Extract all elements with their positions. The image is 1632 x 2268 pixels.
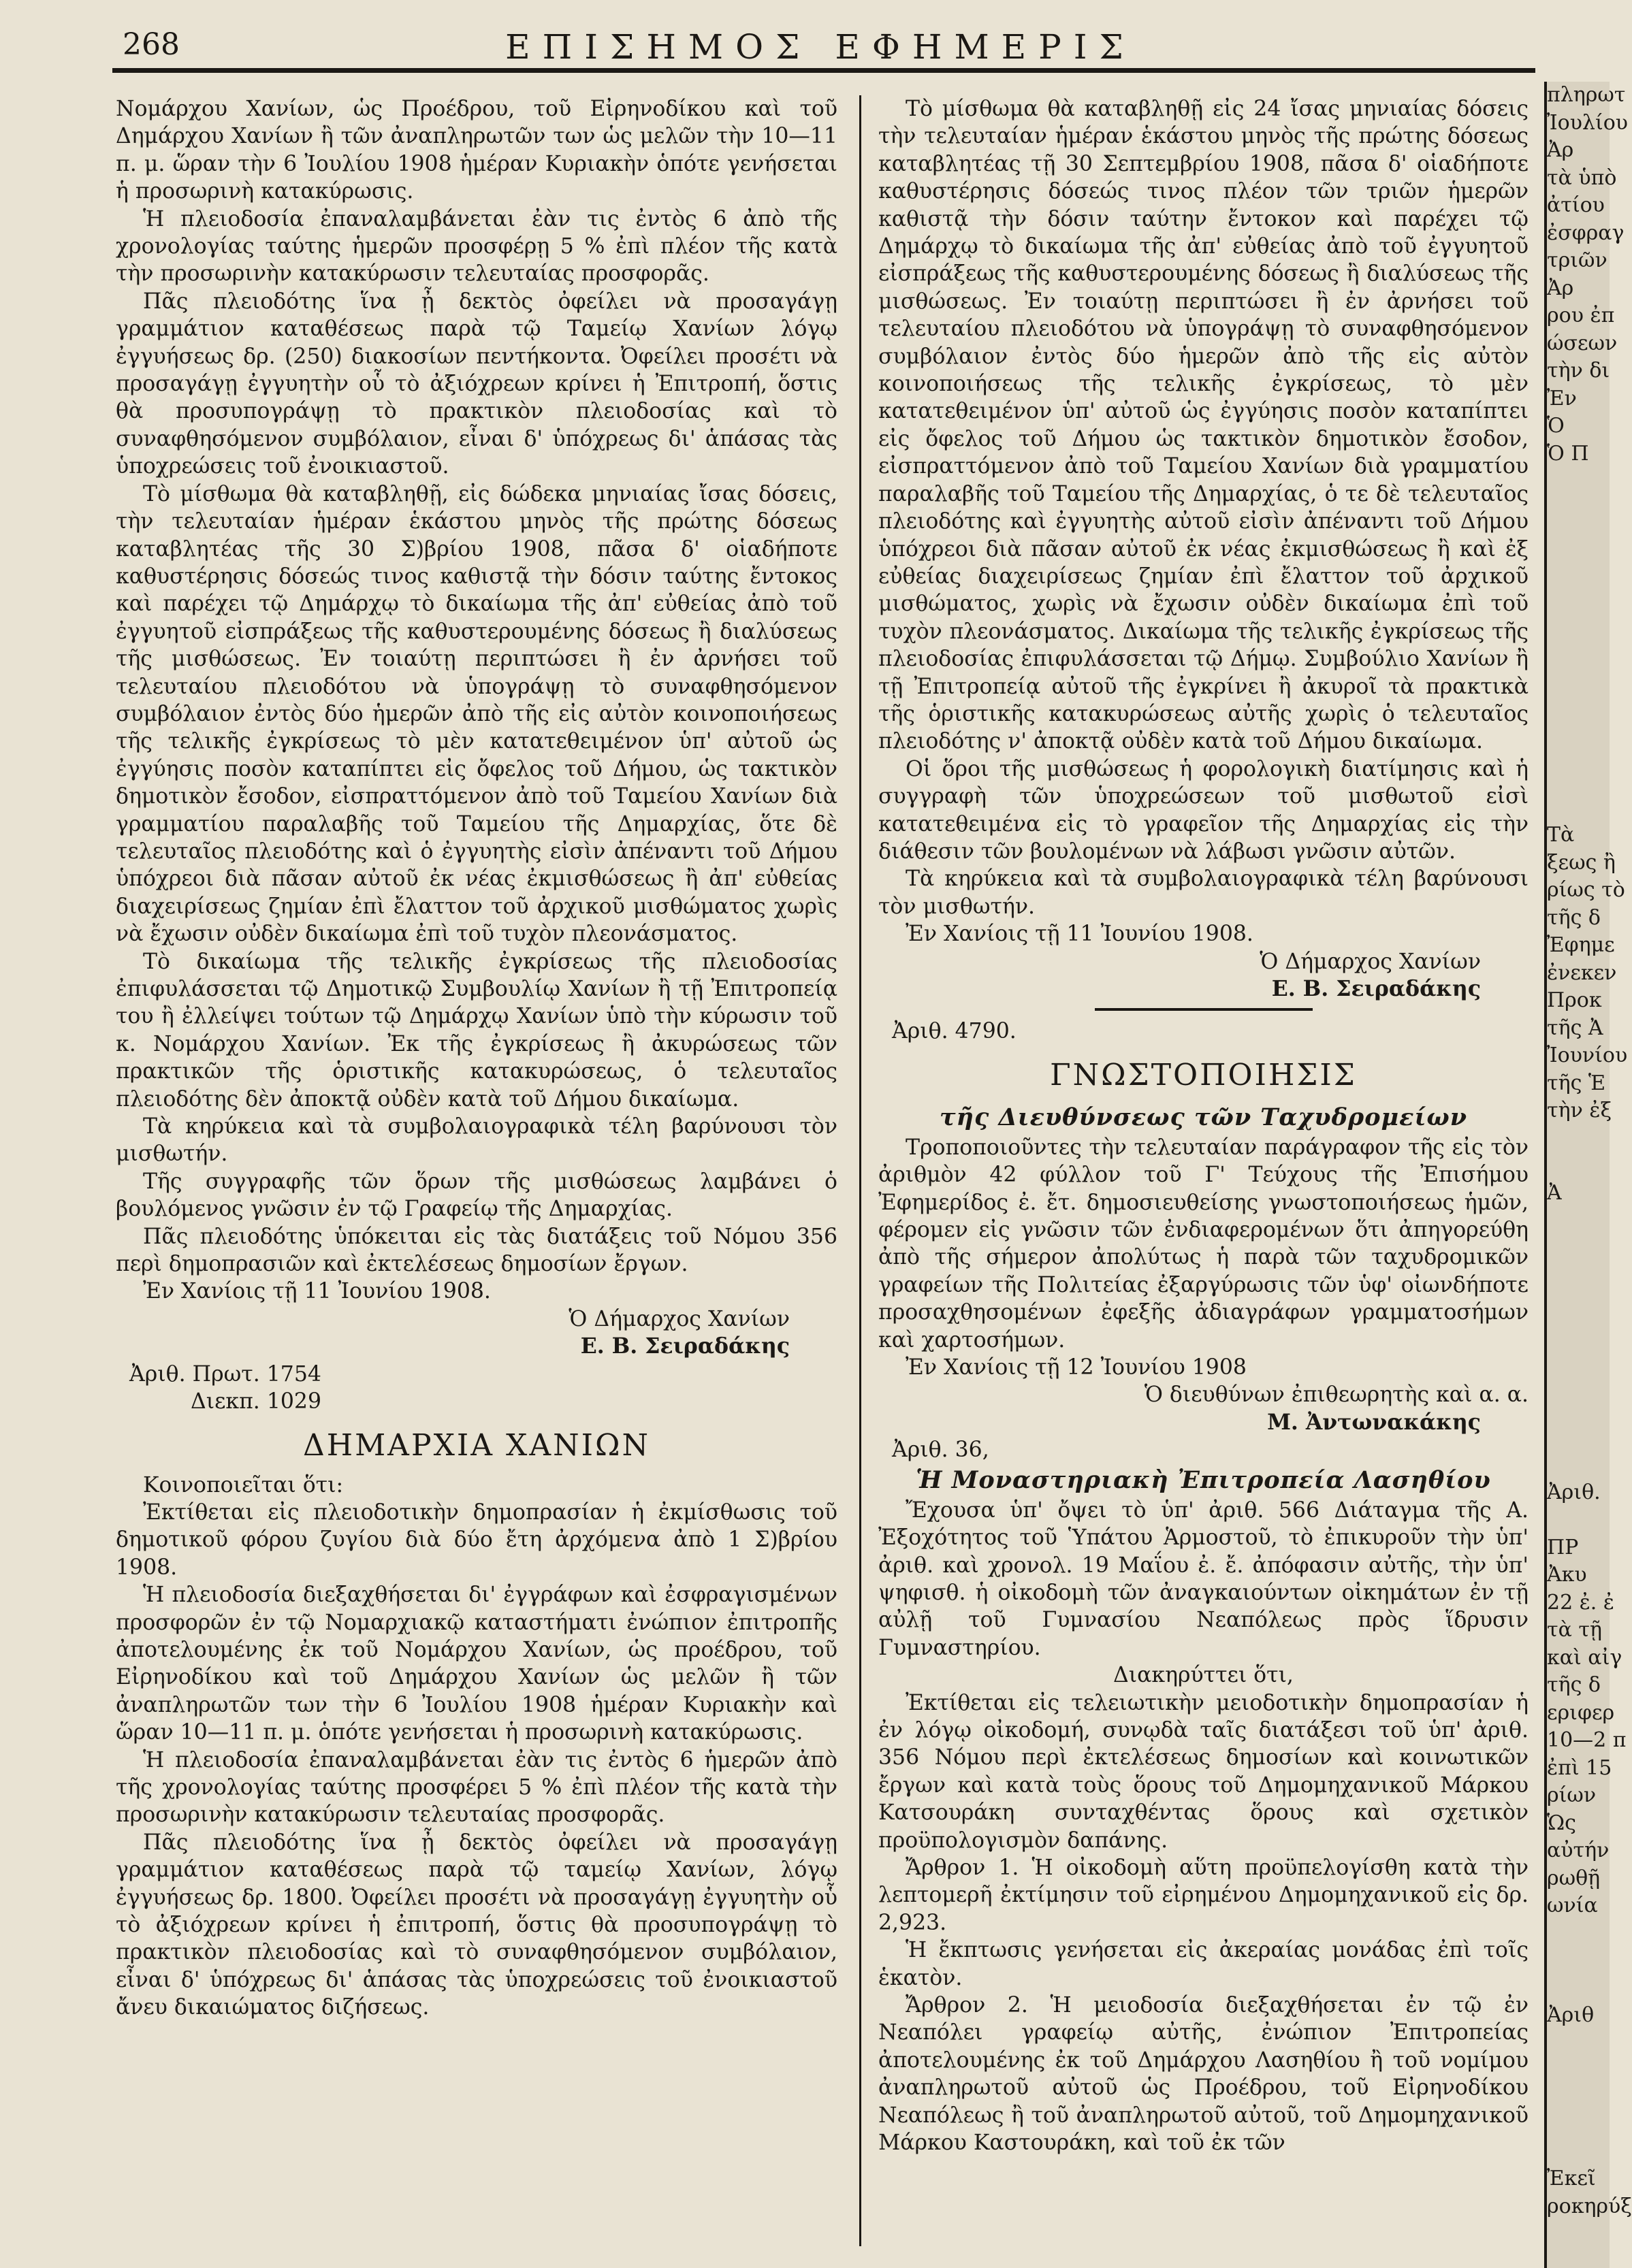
- fragment-line: [1547, 2029, 1610, 2056]
- fragment-line: Τὰ: [1547, 823, 1575, 847]
- section-heading: ΓΝΩΣΤΟΠΟΙΗΣΙΣ: [1050, 1057, 1357, 1092]
- fragment-line: Ὁ Π: [1547, 441, 1589, 466]
- paragraph: Ἡ πλειοδοσία ἐπαναλαμβάνεται ἐὰν τις ἐντὸς 6 ἀπὸ τῆς χρονολογίας ταύτης ἡμερῶν προσφέρῃ 5 % ἐπὶ πλέον τῆς κατὰ τὴν προσωρινὴν κατακύρωσιν τελευταίας προσφορᾶς.: [116, 206, 837, 287]
- fragment-line: 10—2 π: [1547, 1728, 1627, 1752]
- signatory-name: Ε. Β. Σειραδάκης: [580, 1333, 790, 1359]
- column-left: [116, 95, 837, 2022]
- column-divider: [859, 95, 861, 2246]
- date-line: Ἐν Χανίοις τῇ 11 Ἰουνίου 1908.: [906, 922, 1253, 947]
- column-middle: [878, 95, 1529, 2260]
- fragment-line: [1547, 713, 1610, 740]
- fragment-line: [1547, 767, 1610, 794]
- fragment-line: Προκ: [1547, 988, 1602, 1012]
- fragment-line: πληρωτ: [1547, 83, 1626, 107]
- fragment-line: ρωθῇ: [1547, 1866, 1601, 1890]
- fragment-line: τὴν ἐξ: [1547, 1099, 1612, 1122]
- fragment-line: Ἰουλίου: [1547, 110, 1629, 135]
- fragment-line: [1547, 1507, 1610, 1534]
- section-rule: [1095, 1008, 1313, 1011]
- date-line: Ἐν Χανίοις τῇ 11 Ἰουνίου 1908.: [143, 1279, 491, 1304]
- fragment-line: [1547, 740, 1610, 767]
- fragment-line: [1547, 468, 1610, 495]
- signatory-name: Ε. Β. Σειραδάκης: [1271, 976, 1481, 1001]
- fragment-line: Ἀρ: [1547, 276, 1574, 300]
- paragraph: Πᾶς πλειοδότης ἵνα ᾖ δεκτὸς ὀφείλει νὰ προσαγάγῃ γραμμάτιον καταθέσεως παρὰ τῷ ταμείῳ Χανίων, λόγῳ ἐγγυήσεως δρ. 1800. Ὀφείλει προσέτι νὰ προσαγάγῃ ἐγγυητὴν οὗ τὸ ἀξιόχρεων κρίνει ἡ ἐπιτροπή, ὅστις θὰ προσυπογράψῃ τὸ πρακτικὸν πλειοδοσίας καὶ τὸ συναφθησόμενον συμβόλαιον, εἶναι δ' ὑπόχρεως δι' ἁπάσας τὰς ὑποχρεώσεις τοῦ ἐνοικιαστοῦ ἄνευ δικαιώματος διζήσεως.: [116, 1830, 837, 2020]
- paragraph: Ἄρθρον 1. Ἡ οἰκοδομὴ αὕτη προϋπελογίσθη κατὰ τὴν λεπτομερῆ ἐκτίμησιν τοῦ εἰρημένου Δημομηχανικοῦ εἰς δρ. 2,923.: [878, 1855, 1529, 1935]
- fragment-line: Ἐν: [1547, 386, 1577, 410]
- fragment-line: Ὁ: [1547, 414, 1565, 438]
- signatory-title: Ὁ διευθύνων ἐπιθεωρητὴς καὶ α. α.: [1144, 1382, 1529, 1408]
- paragraph: Ἔχουσα ὑπ' ὄψει τὸ ὑπ' ἀριθ. 566 Διάταγμα τῆς Α. Ἐξοχότητος τοῦ Ὑπάτου Ἁρμοστοῦ, τὸ ἐπικυροῦν τὴν ὑπ' ἀριθ. καὶ χρονολ. 19 Μαΐου ἐ. ἔ. ἀπόφασιν αὐτῆς, τὴν ὑπ' ψηφισθ. ἡ οἰκοδομὴ τῶν ἀναγκαιούντων οἰκημάτων ἐν τῇ αὐλῇ τοῦ Γυμνασίου Νεαπόλεως πρὸς ἵδρυσιν Γυμναστηρίου.: [878, 1497, 1529, 1660]
- fragment-line: [1547, 1152, 1610, 1180]
- fragment-line: Ἐκεῖ: [1547, 2167, 1596, 2190]
- fragment-line: τῆς δ: [1547, 905, 1601, 930]
- paragraph: Πᾶς πλειοδότης ἵνα ᾖ δεκτὸς ὀφείλει νὰ προσαγάγῃ γραμμάτιον καταθέσεως παρὰ τῷ Ταμείῳ Χανίων λόγῳ ἐγγυήσεως δρ. (250) διακοσίων πεντήκοντα. Ὀφείλει προσέτι νὰ προσαγάγῃ ἐγγυητὴν οὗ τὸ ἀξιόχρεων κρίνει ἡ Ἐπιτροπή, ὅστις θὰ προσυπογράψῃ τὸ πρακτικὸν πλειοδοσίας καὶ τὸ συναφθησόμενον συμβόλαιον, εἶναι δ' ὑπόχρεως δι' ἁπάσας τὰς ὑποχρεώσεις τοῦ ἐνοικιαστοῦ.: [116, 289, 837, 479]
- fragment-line: [1547, 604, 1610, 631]
- fragment-line: [1547, 1397, 1610, 1425]
- reference-number: Ἀριθ. 36,: [892, 1438, 989, 1463]
- fragment-line: ρίως τὸ: [1547, 878, 1625, 902]
- fragment-line: [1547, 2111, 1610, 2138]
- fragment-line: [1547, 1920, 1610, 1947]
- fragment-line: Ἰουνίου: [1547, 1043, 1628, 1067]
- fragment-line: ἀτίου: [1547, 193, 1605, 217]
- section-heading: ΔΗΜΑΡΧΙΑ ΧΑΝΙΩΝ: [302, 1427, 650, 1463]
- page-number: 268: [123, 27, 180, 62]
- paragraph: Ἡ πλειοδοσία ἐπαναλαμβάνεται ἐὰν τις ἐντὸς 6 ἡμερῶν ἀπὸ τῆς χρονολογίας ταύτης προσφέρει 5 % ἐπὶ πλέον τῆς κατὰ τὴν προσωρινὴν κατακύρωσιν τελευταίας προσφορᾶς.: [116, 1747, 837, 1828]
- fragment-line: Ἀρ: [1547, 138, 1574, 162]
- paragraph: Ἐκτίθεται εἰς τελειωτικὴν μειοδοτικὴν δημοπρασίαν ἡ ἐν λόγῳ οἰκοδομή, συνῳδὰ ταῖς διατάξεσι τοῦ ὑπ' ἀριθ. 356 Νόμου περὶ ἐκτελέσεως δημοσίων καὶ κοινωτικῶν ἔργων καὶ κατὰ τοὺς ὅρους τοῦ Δημομηχανικοῦ Μάρκου Κατσουράκη συνταχθέντας ὅρους καὶ σχετικὸν προϋπολογισμὸν δαπάνης.: [878, 1690, 1529, 1853]
- fragment-line: [1547, 495, 1610, 522]
- fragment-line: ΠΡ: [1547, 1535, 1579, 1559]
- fragment-line: [1547, 2138, 1610, 2165]
- fragment-line: ροκηρύξ: [1547, 2194, 1632, 2218]
- paragraph: Νομάρχου Χανίων, ὡς Προέδρου, τοῦ Εἰρηνοδίκου καὶ τοῦ Δημάρχου Χανίων ἢ τῶν ἀναπληρωτῶν των ὡς μελῶν τὴν 10—11 π. μ. ὥραν τὴν 6 Ἰουλίου 1908 ἡμέραν Κυριακὴν ὁπότε γενήσεται ἡ προσωρινὴ κατακύρωσις.: [116, 97, 837, 204]
- paragraph: Τὰ κηρύκεια καὶ τὰ συμβολαιογραφικὰ τέλη βαρύνουσι τὸν μισθωτήν.: [878, 866, 1529, 919]
- fragment-line: [1547, 2084, 1610, 2111]
- fragment-line: [1547, 1975, 1610, 2002]
- fragment-line: εριφερ: [1547, 1700, 1615, 1725]
- fragment-line: τὴν δι: [1547, 359, 1610, 383]
- fragment-line: Ἀκυ: [1547, 1563, 1587, 1587]
- signatory-name: Μ. Ἀντωνακάκης: [1267, 1409, 1481, 1435]
- fragment-line: ἐσφραγ: [1547, 221, 1625, 245]
- paragraph: Τροποποιοῦντες τὴν τελευταίαν παράγραφον τῆς εἰς τὸν ἀριθμὸν 42 φύλλον τοῦ Γ' Τεύχους τῆς Ἐπισήμου Ἐφημερίδος ἐ. ἔτ. δημοσιευθείσης γνωστοποιήσεως ἡμῶν, φέρομεν εἰς γνῶσιν τῶν ἐνδιαφερομένων ὅτι ἀπηγορεύθη ἀπὸ τῆς σήμερον ἀπολύτως ἡ παρὰ τῶν ταχυδρομικῶν γραφείων τῆς Πολιτείας ἐξαργύρωσις τῶν ὑφ' οἰωνδήποτε προσαχθησομένων ἐφεξῆς ἀδιαγράφων γραμματοσήμων καὶ χαρτοσήμων.: [878, 1135, 1529, 1352]
- intro-line: Κοινοποιεῖται ὅτι:: [143, 1472, 344, 1497]
- fragment-line: Ὡς: [1547, 1811, 1576, 1835]
- fragment-line: [1547, 631, 1610, 658]
- fragment-line: 22 ἐ. ἐ: [1547, 1590, 1614, 1615]
- fragment-line: [1547, 794, 1610, 822]
- fragment-line: αὐτήν: [1547, 1838, 1610, 1862]
- fragment-line: [1547, 1452, 1610, 1479]
- paragraph: Ἡ ἔκπτωσις γενήσεται εἰς ἀκεραίας μονάδας ἐπὶ τοῖς ἑκατὸν.: [878, 1938, 1529, 1990]
- fragment-line: τὰ τῇ: [1547, 1618, 1602, 1642]
- fragment-line: [1547, 1234, 1610, 1261]
- fragment-line: ξεως ἢ: [1547, 850, 1616, 875]
- reference-number: Ἀριθ. Πρωτ. 1754: [129, 1361, 321, 1387]
- paragraph: Τῆς συγγραφῆς τῶν ὅρων τῆς μισθώσεως λαμβάνει ὁ βουλόμενος γνῶσιν ἐν τῷ Γραφείῳ τῆς Δημαρχίας.: [116, 1169, 837, 1222]
- fragment-line: [1547, 522, 1610, 549]
- fragment-line: [1547, 577, 1610, 604]
- date-line: Ἐν Χανίοις τῇ 12 Ἰουνίου 1908: [906, 1355, 1247, 1380]
- fragment-line: ρίων: [1547, 1783, 1597, 1807]
- fragment-line: Ἀριθ.: [1547, 1480, 1601, 1504]
- fragment-line: [1547, 1207, 1610, 1234]
- section-subheading: τῆς Διευθύνσεως τῶν Ταχυδρομείων: [940, 1103, 1467, 1131]
- paragraph: Ἐκτίθεται εἰς πλειοδοτικὴν δημοπρασίαν ἡ ἐκμίσθωσις τοῦ δημοτικοῦ φόρου ζυγίου διὰ δύο ἔτη ἀρχόμενα ἀπὸ 1 Σ)βρίου 1908.: [116, 1500, 837, 1580]
- journal-title: ΕΠΙΣΗΜΟΣ ΕΦΗΜΕΡΙΣ: [505, 27, 1136, 67]
- fragment-line: [1547, 658, 1610, 685]
- fragment-line: [1547, 1289, 1610, 1316]
- fragment-line: [1547, 1370, 1610, 1397]
- paragraph: Τὸ δικαίωμα τῆς τελικῆς ἐγκρίσεως τῆς πλειοδοσίας ἐπιφυλάσσεται τῷ Δημοτικῷ Συμβουλίῳ Χανίων ἢ τῇ Ἐπιτροπείᾳ του ἢ ἐλλείψει τούτων τῷ Δημάρχῳ Χανίων ὑπὸ τὴν κύρωσιν τοῦ κ. Νομάρχου Χανίων. Ἐκ τῆς ἐγκρίσεως ἢ ἀκυρώσεως τῶν πρακτικῶν τῆς ὁριστικῆς κατακυρώσεως, ὁ τελευταῖος πλειοδότης δὲν ἀποκτᾷ οὐδὲν κατὰ τοῦ Δήμου δικαίωμα.: [116, 949, 837, 1112]
- signatory-title: Ὁ Δήμαρχος Χανίων: [1260, 949, 1481, 974]
- fragment-line: ἐνεκεν: [1547, 960, 1617, 985]
- page-header: [102, 27, 1539, 68]
- fragment-line: ώσεων: [1547, 331, 1618, 355]
- paragraph: Ἄρθρον 2. Ἡ μειοδοσία διεξαχθήσεται ἐν τῷ ἐν Νεαπόλει γραφείῳ αὐτῆς, ἐνώπιον Ἐπιτροπείας ἀποτελουμένης ἐκ τοῦ Δημάρχου Λασηθίου ἢ τοῦ νομίμου ἀναπληρωτοῦ αὐτοῦ ὡς Προέδρου, τοῦ Εἰρηνοδίκου Νεαπόλεως ἢ τοῦ ἀναπληρωτοῦ αὐτοῦ, τοῦ Δημομηχανικοῦ Μάρκου Καστουράκη, καὶ τοῦ ἐκ τῶν: [878, 1993, 1529, 2156]
- header-rule: [112, 68, 1535, 73]
- reference-number: Διεκπ. 1029: [191, 1389, 321, 1414]
- column-right-fragment: [1544, 82, 1632, 2268]
- paragraph: Ἡ πλειοδοσία διεξαχθήσεται δι' ἐγγράφων καὶ ἐσφραγισμένων προσφορῶν ἐν τῷ Νομαρχιακῷ καταστήματι ἐνώπιον ἐπιτροπῆς ἀποτελουμένης ἐκ τοῦ Νομάρχου Χανίων, ὡς προέδρου, τοῦ Εἰρηνοδίκου καὶ τοῦ Δημάρχου Χανίων ὡς μελῶν ἢ τῶν ἀναπληρωτῶν των τὴν 6 Ἰουλίου 1908 ἡμέραν Κυριακὴν καὶ ὥραν 10—11 π. μ. ὁπότε γενήσεται ἡ προσωρινὴ κατακύρωσις.: [116, 1583, 837, 1745]
- fragment-line: τὰ ὑπὸ: [1547, 165, 1617, 190]
- fragment-line: [1547, 2056, 1610, 2084]
- fragment-line: Ἐφημε: [1547, 933, 1615, 957]
- fragment-line: ωνία: [1547, 1894, 1598, 1917]
- fragment-line: ἐπὶ 15: [1547, 1755, 1612, 1780]
- paragraph: Οἱ ὅροι τῆς μισθώσεως ἡ φορολογικὴ διατίμησις καὶ ἡ συγγραφὴ τῶν ὑποχρεώσεων τοῦ μισθωτοῦ εἰσὶ κατατεθειμένα εἰς τὸ γραφεῖον τῆς Δημαρχίας εἰς τὴν διάθεσιν τῶν βουλομένων νὰ λάβωσι γνῶσιν αὐτῶν.: [878, 756, 1529, 864]
- fragment-line: [1547, 1316, 1610, 1343]
- fragment-line: τῆς δ: [1547, 1673, 1601, 1697]
- section-subheading: Ἡ Μοναστηριακὴ Ἐπιτροπεία Λασηθίου: [916, 1465, 1491, 1494]
- fragment-line: Ἀριθ: [1547, 2003, 1595, 2027]
- fragment-line: [1547, 1343, 1610, 1370]
- paragraph: Τὸ μίσθωμα θὰ καταβληθῇ, εἰς δώδεκα μηνιαίας ἴσας δόσεις, τὴν τελευταίαν ἡμέραν ἑκάστου μηνὸς τῆς πρώτης δόσεως καταβλητέας τῆς 30 Σ)βρίου 1908, πᾶσα δ' οἱαδήποτε καθυστέρησις δόσεώς τινος καθιστᾷ τὴν δόσιν ταύτης ἔντοκος καὶ παρέχει τῷ Δημάρχῳ τὸ δικαίωμα τῆς ἀπ' εὐθείας ἀπὸ τοῦ ἐγγυητοῦ εἰσπράξεως τῆς καθυστερουμένης δόσεως ἢ διαλύσεως τῆς μισθώσεως. Ἐν τοιαύτῃ περιπτώσει ἢ ἐν ἀρνήσει τοῦ τελευταίου πλειοδότου νὰ ὑπογράψῃ τὸ συναφθησόμενον συμβόλαιον ἐντὸς δύο ἡμερῶν ἀπὸ τῆς εἰς αὐτὸν κοινοποιήσεως τῆς τελικῆς ἐγκρίσεως τὸ μὲν κατατεθειμένον ὑπ' αὐτοῦ ὡς ἐγγύησις ποσὸν καταπίπτει εἰς ὄφελος τοῦ Δήμου, ὡς τακτικὸν δημοτικὸν ἔσοδον, εἰσπραττόμενον ἀπὸ τοῦ Ταμείου Χανίων διὰ γραμματίου παραλαβῆς τοῦ Ταμείου τῆς Δημαρχίας, ὅτε δὲ τελευταῖος πλειοδότης καὶ ὁ ἐγγυητὴς εἰσὶν ἀπέναντι τοῦ Δήμου ὑπόχρεοι διὰ πᾶσαν αὐτοῦ ἐκ νέας ἐκμισθώσεως ἢ ἀπ' εὐθείας διαχειρίσεως ζημίαν ἐπὶ ἔλαττον τοῦ ἀρχικοῦ μισθώματος χωρὶς νὰ ἔχωσιν οὐδὲν δικαίωμα ἐπὶ τοῦ τυχὸν πλεονάσματος.: [116, 481, 837, 947]
- fragment-line: Ἀ: [1547, 1180, 1562, 1205]
- fragment-line: [1547, 685, 1610, 713]
- fragment-line: [1547, 1947, 1610, 1975]
- intro-line: Διακηρύττει ὅτι,: [1113, 1663, 1294, 1688]
- paragraph: Πᾶς πλειοδότης ὑπόκειται εἰς τὰς διατάξεις τοῦ Νόμου 356 περὶ δημοπρασιῶν καὶ ἐκτελέσεως δημοσίων ἔργων.: [116, 1224, 837, 1277]
- fragment-line: τῆς Ἑ: [1547, 1071, 1606, 1095]
- fragment-line: καὶ αἰγ: [1547, 1645, 1622, 1670]
- fragment-line: [1547, 1425, 1610, 1452]
- signatory-title: Ὁ Δήμαρχος Χανίων: [569, 1306, 790, 1331]
- fragment-line: τῆς Ἀ: [1547, 1016, 1603, 1040]
- fragment-line: [1547, 1125, 1610, 1152]
- reference-number: Ἀριθ. 4790.: [892, 1019, 1017, 1044]
- fragment-line: [1547, 1261, 1610, 1289]
- paragraph: Τὸ μίσθωμα θὰ καταβληθῇ εἰς 24 ἴσας μηνιαίας δόσεις τὴν τελευταίαν ἡμέραν ἑκάστου μηνὸς τῆς πρώτης δόσεως καταβλητέας τῇ 30 Σεπτεμβρίου 1908, πᾶσα δ' οἱαδήποτε καθυστέρησις δόσεώς τινος πλέον τῶν τριῶν ἡμερῶν καθιστᾷ τὴν δόσιν ταύτην ἔντοκον καὶ παρέχει τῷ Δημάρχῳ τὸ δικαίωμα τῆς ἀπ' εὐθείας ἀπὸ τοῦ ἐγγυητοῦ εἰσπράξεως τῆς καθυστερουμένης δόσεως ἢ διαλύσεως τῆς μισθώσεως. Ἐν τοιαύτῃ περιπτώσει ἢ ἐν ἀρνήσει τοῦ τελευταίου πλειοδότου νὰ ὑπογράψῃ τὸ συναφθησόμενον συμβόλαιον ἐντὸς δύο ἡμερῶν ἀπὸ τῆς εἰς αὐτὸν κοινοποιήσεως τῆς τελικῆς ἐγκρίσεως, τὸ μὲν κατατεθειμένον ὑπ' αὐτοῦ ὡς ἐγγύησις ποσὸν καταπίπτει εἰς ὄφελος τοῦ Δήμου ὡς τακτικὸν δημοτικὸν ἔσοδον, εἰσπραττόμενον ἀπὸ τοῦ Ταμείου Χανίων διὰ γραμματίου παραλαβῆς τοῦ Ταμείου τῆς Δημαρχίας, ὁ τε δὲ τελευταῖος πλειοδότης καὶ ἐγγυητὴς αὐτοῦ εἰσὶν ἀπέναντι τοῦ Δήμου ὑπόχρεοι διὰ πᾶσαν αὐτοῦ ἐκ νέας ἐκμισθώσεως ἢ καὶ ἐξ εὐθείας διαχειρίσεως ζημίαν ἐπὶ ἔλαττον τοῦ ἀρχικοῦ μισθώματος, χωρὶς νὰ ἔχωσιν οὐδὲν δικαίωμα ἐπὶ τοῦ τυχὸν πλεονάσματος. Δικαίωμα τῆς τελικῆς ἐγκρίσεως τῆς πλειοδοσίας ἐπιφυλάσσεται τῷ Δήμῳ. Συμβούλιο Χανίων ἢ τῇ Ἐπιτροπείᾳ αὐτοῦ τῆς ἐγκρίνει ἢ ἀκυροῖ τὰ πρακτικὰ τῆς ὁριστικῆς κατακυρώσεως αὐτῆς χωρὶς ὁ τελευταῖος πλειοδότης ν' ἀποκτᾷ οὐδὲν κατὰ τοῦ Δήμου δικαίωμα.: [878, 97, 1529, 754]
- fragment-line: τριῶν: [1547, 248, 1607, 272]
- paragraph: Τὰ κηρύκεια καὶ τὰ συμβολαιογραφικὰ τέλη βαρύνουσι τὸν μισθωτήν.: [116, 1114, 837, 1167]
- fragment-line: [1547, 549, 1610, 577]
- fragment-line: ρου ἐπ: [1547, 304, 1615, 327]
